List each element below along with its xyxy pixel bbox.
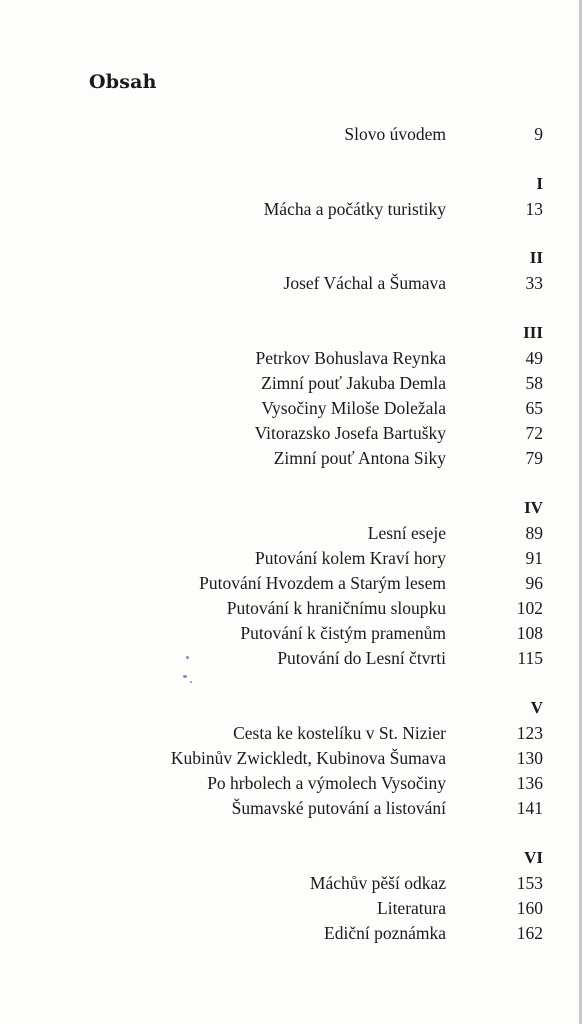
toc-entry-title: Putování Hvozdem a Starým lesem [199,573,446,593]
scan-speck [190,681,192,683]
scan-speck [186,656,189,659]
toc-entry-page: 13 [525,199,543,219]
toc-entry-title: Putování k hraničnímu sloupku [226,598,446,618]
toc-entry[interactable] [0,921,582,945]
toc-entry-title: Mácha a počátky turistiky [263,199,446,219]
toc-entry[interactable] [0,746,582,770]
toc-entry-title: Slovo úvodem [344,124,446,144]
toc-entry[interactable] [0,621,582,645]
toc-entry[interactable] [0,796,582,820]
section-marker: III [523,323,543,342]
toc-entry-title: Ediční poznámka [324,923,446,943]
toc-entry-title: Vitorazsko Josefa Bartušky [254,423,446,443]
toc-entry-page: 136 [516,773,543,793]
section-marker: IV [524,498,543,517]
toc-entry-page: 89 [525,523,543,543]
toc-entry-title: Šumavské putování a listování [231,798,446,818]
toc-entry[interactable] [0,396,582,420]
toc-entry-page: 79 [525,448,543,468]
toc-entry-page: 123 [516,723,543,743]
toc-entry-title: Cesta ke kostelíku v St. Nizier [233,723,446,743]
toc-entry-title: Vysočiny Miloše Doležala [261,398,446,418]
toc-heading: Obsah [89,71,157,93]
toc-entry[interactable] [0,271,582,295]
section-marker: V [530,698,543,717]
toc-entry-page: 162 [516,923,543,943]
toc-entry-page: 58 [525,373,543,393]
toc-entry-page: 115 [517,648,543,668]
toc-entry-title: Zimní pouť Jakuba Demla [261,373,446,393]
toc-entry-page: 33 [525,273,543,293]
section-marker: I [536,174,543,193]
toc-entry[interactable] [0,122,582,146]
toc-entry-page: 141 [516,798,543,818]
toc-entry-page: 153 [516,873,543,893]
toc-entry[interactable] [0,571,582,595]
toc-entry-page: 65 [525,398,543,418]
toc-entry-title: Lesní eseje [367,523,446,543]
toc-entry-page: 91 [525,548,543,568]
toc-entry[interactable] [0,596,582,620]
toc-entry[interactable] [0,197,582,221]
toc-entry[interactable] [0,546,582,570]
toc-entry[interactable] [0,421,582,445]
toc-entry[interactable] [0,646,582,670]
toc-entry-page: 72 [525,423,543,443]
scan-speck [183,675,187,678]
toc-entry-page: 96 [525,573,543,593]
toc-entry-title: Zimní pouť Antona Siky [273,448,446,468]
toc-entry-page: 160 [516,898,543,918]
toc-entry-title: Putování do Lesní čtvrti [277,648,446,668]
toc-entry-page: 108 [516,623,543,643]
toc-entry-title: Putování k čistým pramenům [240,623,446,643]
toc-entry[interactable] [0,371,582,395]
toc-entry[interactable] [0,521,582,545]
toc-entry-title: Putování kolem Kraví hory [254,548,446,568]
toc-entry[interactable] [0,871,582,895]
toc-entry[interactable] [0,896,582,920]
toc-entry-page: 49 [525,348,543,368]
section-marker: VI [524,848,543,867]
toc-entry[interactable] [0,446,582,470]
toc-entry-title: Máchův pěší odkaz [309,873,446,893]
toc-entry-page: 130 [516,748,543,768]
section-marker: II [529,248,543,267]
toc-entry-title: Josef Váchal a Šumava [283,273,446,293]
toc-entry-title: Po hrbolech a výmolech Vysočiny [207,773,446,793]
toc-entry[interactable] [0,721,582,745]
toc-entry-page: 102 [516,598,543,618]
toc-entry-page: 9 [534,124,543,144]
toc-entry-title: Kubinův Zwickledt, Kubinova Šumava [170,748,446,768]
toc-entry[interactable] [0,346,582,370]
toc-entry[interactable] [0,771,582,795]
toc-entry-title: Petrkov Bohuslava Reynka [255,348,446,368]
toc-entry-title: Literatura [377,898,446,918]
